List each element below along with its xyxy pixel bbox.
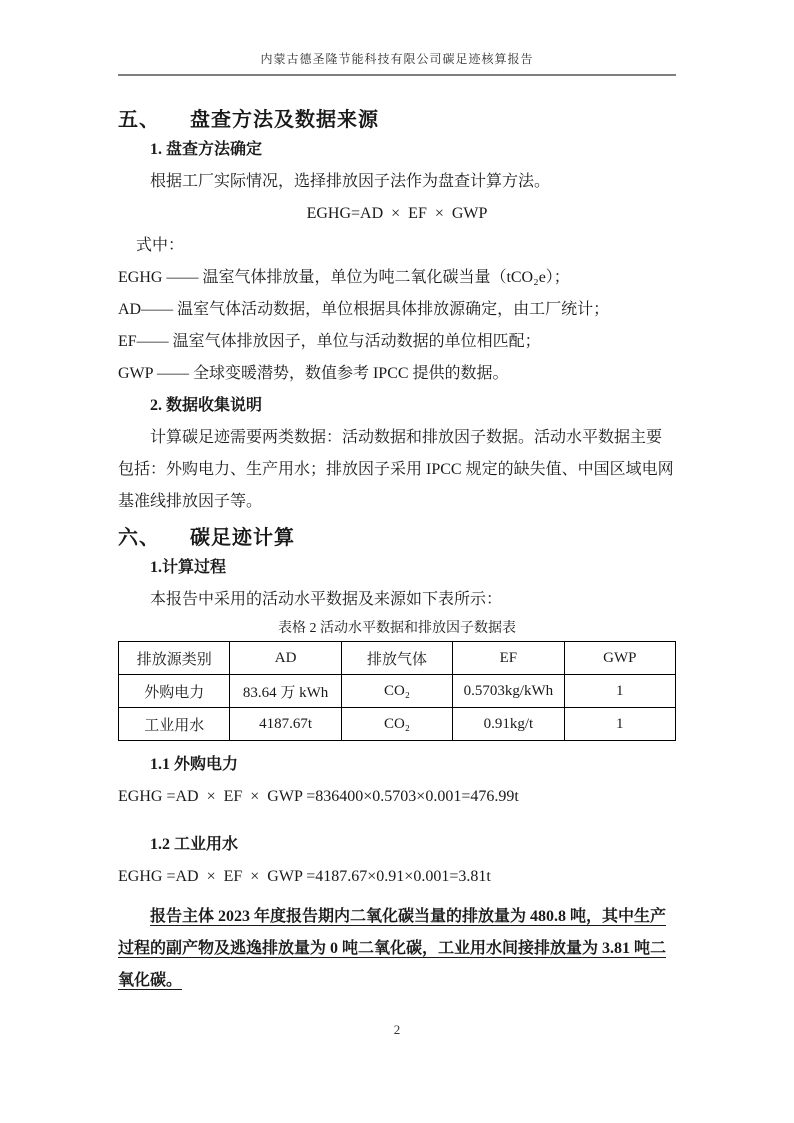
col-header-ad: AD: [230, 642, 341, 675]
formula-where-label: 式中：: [136, 237, 185, 254]
cell-water-gas: CO₂: [341, 708, 452, 741]
document-content: [118, 100, 676, 997]
col-header-gwp: GWP: [564, 642, 675, 675]
header-title: 内蒙古德圣隆节能科技有限公司碳足迹核算报告: [260, 52, 534, 66]
section-5-title: 盘查方法及数据来源: [190, 109, 379, 131]
s6-paragraph-intro: 本报告中采用的活动水平数据及来源如下表所示：: [150, 591, 503, 608]
table-row: [119, 708, 676, 741]
section-5-heading: [118, 106, 676, 134]
s5-subheading-1: 1. 盘查方法确定: [150, 141, 263, 158]
ghg-formula: EGHG=AD × EF × GWP: [306, 205, 488, 222]
section-5-number: 五、: [118, 109, 160, 131]
section-6-heading: [118, 524, 676, 552]
electricity-calculation: EGHG =AD × EF × GWP =836400×0.5703×0.001=476.99t: [118, 788, 519, 805]
definition-gwp: GWP —— 全球变暖潜势，数值参考 IPCC 提供的数据。: [118, 365, 509, 382]
cell-electricity-ef: 0.5703kg/kWh: [453, 675, 564, 708]
water-calculation: EGHG =AD × EF × GWP =4187.67×0.91×0.001=3.81t: [118, 868, 491, 885]
page-number: 2: [393, 1022, 401, 1037]
conclusion-text: 报告主体 2023 年度报告期内二氧化碳当量的排放量为 480.8 吨，其中生产过程的副产物及逃逸排放量为 0 吨二氧化碳，工业用水间接排放量为 3.81 吨二氧化碳。: [118, 908, 667, 989]
page-header: [118, 50, 676, 76]
col-header-emission-source: 排放源类别: [119, 642, 230, 675]
cell-electricity-gas: CO₂: [341, 675, 452, 708]
cell-water-source: 工业用水: [119, 708, 230, 741]
s5-paragraph-method: 根据工厂实际情况，选择排放因子法作为盘查计算方法。: [150, 173, 551, 190]
col-header-ef: EF: [453, 642, 564, 675]
cell-electricity-source: 外购电力: [119, 675, 230, 708]
table-header-row: [119, 642, 676, 675]
s6-subheading-water: 1.2 工业用水: [150, 836, 239, 853]
s6-subheading-electricity: 1.1 外购电力: [150, 756, 239, 773]
cell-water-ef: 0.91kg/t: [453, 708, 564, 741]
s5-subheading-2: 2. 数据收集说明: [150, 397, 263, 414]
table-caption: 表格 2 活动水平数据和排放因子数据表: [278, 621, 516, 636]
definition-ad: AD—— 温室气体活动数据，单位根据具体排放源确定，由工厂统计；: [118, 301, 610, 318]
section-6-number: 六、: [118, 527, 160, 549]
section-6-title: 碳足迹计算: [190, 527, 295, 549]
table-row: [119, 675, 676, 708]
conclusion-paragraph: [118, 901, 676, 997]
col-header-gas: 排放气体: [341, 642, 452, 675]
activity-data-table: [118, 641, 676, 741]
s5-paragraph-data-collection: 计算碳足迹需要两类数据：活动数据和排放因子数据。活动水平数据主要包括：外购电力、生产用水；排放因子采用 IPCC 规定的缺失值、中国区域电网基准线排放因子等。: [118, 429, 674, 510]
cell-water-ad: 4187.67t: [230, 708, 341, 741]
cell-electricity-ad: 83.64 万 kWh: [230, 675, 341, 708]
s6-subheading-process: 1.计算过程: [150, 559, 227, 576]
cell-electricity-gwp: 1: [564, 675, 675, 708]
cell-water-gwp: 1: [564, 708, 675, 741]
definition-ef: EF—— 温室气体排放因子，单位与活动数据的单位相匹配；: [118, 333, 541, 350]
definition-eghg: EGHG —— 温室气体排放量，单位为吨二氧化碳当量（tCO₂e）；: [118, 269, 570, 286]
